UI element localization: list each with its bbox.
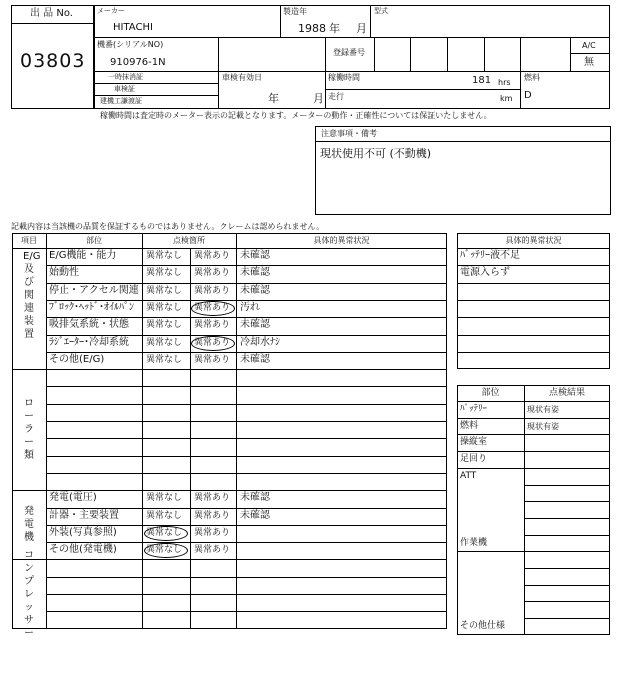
row-part: 計器・主要装置 <box>49 509 119 521</box>
ok-option[interactable]: 異常なし <box>146 545 183 556</box>
ng-option[interactable]: 異常あり <box>194 268 231 279</box>
hours-unit: hrs <box>498 78 511 87</box>
anomaly-item: 電源入らず <box>460 267 510 279</box>
ok-option[interactable]: 異常なし <box>146 354 183 365</box>
quality-disclaimer: 記載内容は当該機の品質を保証するものではありません。クレームは認められません。 <box>11 222 324 231</box>
result-value: 現状有姿 <box>527 421 559 431</box>
anomaly-item: ﾊﾞｯﾃﾘｰ液不足 <box>460 250 520 261</box>
hours-label: 稼働時間 <box>328 73 360 82</box>
main-table-border <box>12 233 447 629</box>
ac-value: 無 <box>584 57 594 68</box>
row-part: その他(E/G) <box>49 353 105 365</box>
row-status: 未確認 <box>240 492 270 504</box>
month-unit: 月 <box>356 22 367 35</box>
result-header-part: 部位 <box>481 388 500 398</box>
ng-option[interactable]: 異常あり <box>194 251 231 261</box>
ok-option[interactable]: 異常なし <box>146 285 183 296</box>
row-status: 冷却水ﾅｼ <box>240 336 280 348</box>
col-header-checkpoint: 点検箇所 <box>173 236 205 245</box>
remarks-label: 注意事項・備考 <box>321 129 377 138</box>
ok-option[interactable]: 異常なし <box>146 337 183 348</box>
ng-option[interactable]: 異常あり <box>194 545 231 556</box>
row-status: 未確認 <box>240 250 270 261</box>
col-header-anomaly: 具体的異常状況 <box>313 236 370 245</box>
ng-option[interactable]: 異常あり <box>194 285 231 296</box>
row-part: ﾌﾞﾛｯｸ･ﾍｯﾄﾞ･ｵｲﾙﾊﾟﾝ <box>49 301 134 313</box>
fuel-value: D <box>524 90 532 101</box>
expiry-year-unit: 年 <box>268 92 279 105</box>
ok-option[interactable]: 異常なし <box>146 320 183 331</box>
ng-option[interactable]: 異常あり <box>194 493 231 504</box>
result-part: 足回り <box>460 454 488 465</box>
section-label: ローラー類 <box>24 398 34 462</box>
row-part: 停止・アクセル関連 <box>49 284 139 296</box>
ng-option[interactable]: 異常あり <box>194 527 231 538</box>
ng-option[interactable]: 異常あり <box>194 320 231 331</box>
serial-label: 機番(シリアルNO) <box>97 40 164 49</box>
hours-value: 181 <box>472 75 492 86</box>
section-label: E/G及び関連装置 <box>23 251 41 341</box>
year-label: 製造年 <box>283 7 307 16</box>
inspection-cert-label: 車検証 <box>114 85 135 93</box>
row-part: 吸排気系統・状態 <box>49 319 129 331</box>
anomaly-header: 具体的異常状況 <box>505 236 562 245</box>
result-part: ATT <box>460 470 477 481</box>
maker-value: HITACHI <box>113 22 153 33</box>
row-status: 汚れ <box>240 301 260 313</box>
col-header-part: 部位 <box>86 236 102 245</box>
ok-option[interactable]: 異常なし <box>146 302 183 313</box>
mileage-label: 走行 <box>328 92 344 101</box>
col-header-item: 項目 <box>21 236 37 245</box>
ok-option[interactable]: 異常なし <box>146 510 183 521</box>
ng-option[interactable]: 異常あり <box>194 337 231 348</box>
row-part: ﾗｼﾞｴｰﾀｰ･冷却系統 <box>49 336 129 348</box>
row-part: 外装(写真参照) <box>49 526 117 538</box>
mileage-unit: km <box>500 94 513 103</box>
model-label: 型式 <box>374 7 388 15</box>
ac-label: A/C <box>582 41 596 50</box>
ok-option[interactable]: 異常なし <box>146 527 183 538</box>
section-label: コンプレッサー <box>24 549 34 639</box>
serial-value: 910976-1N <box>110 57 166 68</box>
row-part: 発電(電圧) <box>49 492 97 504</box>
section-label: 発電機 <box>24 506 34 544</box>
ok-option[interactable]: 異常なし <box>146 268 183 279</box>
hours-disclaimer: 稼働時間は査定時のメーター表示の記載となります。メーターの動作・正確性については保証いたしません。 <box>100 111 492 120</box>
row-status: 未確認 <box>240 509 270 521</box>
result-part: その他仕様 <box>460 621 506 632</box>
ok-option[interactable]: 異常なし <box>146 493 183 504</box>
row-status: 未確認 <box>240 353 270 365</box>
result-value: 現状有姿 <box>527 405 559 414</box>
row-status: 未確認 <box>240 284 270 296</box>
header-grid <box>94 5 610 109</box>
expiry-month-unit: 月 <box>313 92 324 105</box>
result-header-result: 点検結果 <box>548 388 585 398</box>
row-status: 未確認 <box>240 319 270 331</box>
worker-cert-label: 建機工謙渡証 <box>100 97 142 105</box>
listing-number: 03803 <box>20 50 86 72</box>
fuel-label: 燃料 <box>524 73 540 82</box>
registration-label: 登録番号 <box>333 48 365 57</box>
inspection-expiry-label: 車検有効日 <box>222 73 262 82</box>
result-part: 作業機 <box>460 537 488 548</box>
year-value: 1988 <box>298 22 326 35</box>
remarks-box <box>315 126 611 215</box>
maker-label: メーカー <box>97 7 125 15</box>
ng-option[interactable]: 異常あり <box>194 354 231 365</box>
row-part: その他(発電機) <box>49 544 117 556</box>
ng-option[interactable]: 異常あり <box>194 510 231 521</box>
remarks-text: 現状使用不可 (不動機) <box>320 147 432 160</box>
result-part: 操縦室 <box>460 437 488 448</box>
temp-permit-label: 一時抹消証 <box>108 73 143 81</box>
result-part: ﾊﾞｯﾃﾘｰ <box>460 404 488 414</box>
result-part: 燃料 <box>460 420 479 431</box>
listing-label: 出 品 No. <box>30 8 73 19</box>
ng-option[interactable]: 異常あり <box>194 302 231 313</box>
row-part: 始動性 <box>49 267 79 279</box>
row-status: 未確認 <box>240 267 270 279</box>
year-unit: 年 <box>329 22 340 35</box>
row-part: E/G機能・能力 <box>49 250 117 261</box>
ok-option[interactable]: 異常なし <box>146 251 183 261</box>
